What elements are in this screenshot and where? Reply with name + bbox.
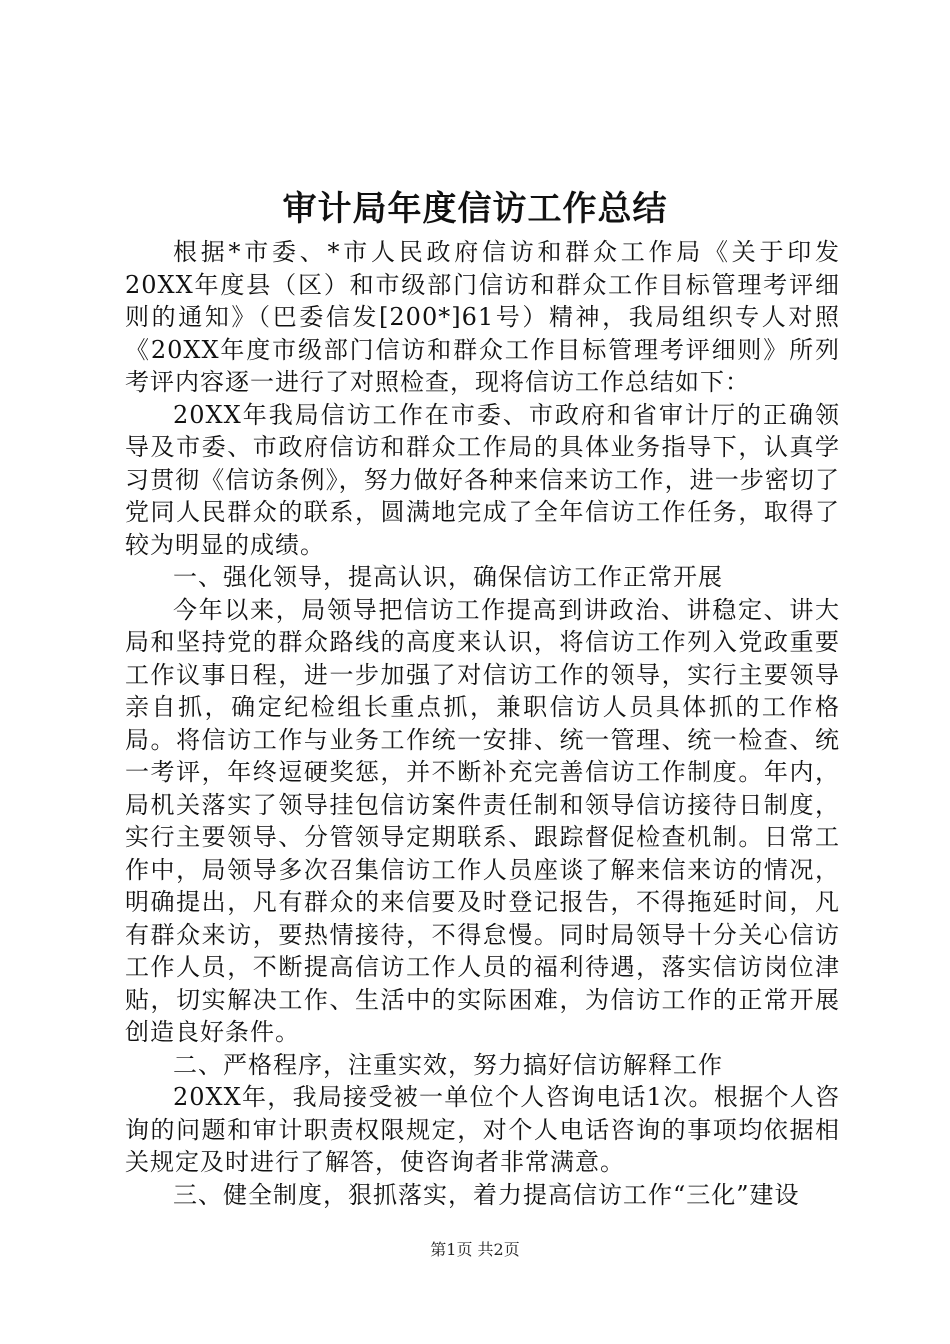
section-heading-2: 二、严格程序，注重实效，努力搞好信访解释工作 — [173, 1050, 723, 1079]
document-body — [125, 236, 840, 1211]
paragraph-section-2: 20XX年，我局接受被一单位个人咨询电话1次。根据个人咨询的问题和审计职责权限规定，对个人电话咨询的事项均依据相关规定及时进行了解答，使咨询者非常满意。 — [125, 1083, 840, 1176]
page-footer: 第1页 共2页 — [430, 1240, 520, 1259]
section-heading-1: 一、强化领导，提高认识，确保信访工作正常开展 — [173, 563, 723, 591]
paragraph-intro: 根据*市委、*市人民政府信访和群众工作局《关于印发20XX年度县（区）和市级部门信访和群众工作目标管理考评细则的通知》（巴委信发[200*]61号）精神，我局组织专人对照《20XX年度市级部门信访和群众工作目标管理考评细则》所列考评内容逐一进行了对照检查，现将信访工作总结如下： — [125, 238, 840, 396]
paragraph-section-1: 今年以来，局领导把信访工作提高到讲政治、讲稳定、讲大局和坚持党的群众路线的高度来认识，将信访工作列入党政重要工作议事日程，进一步加强了对信访工作的领导，实行主要领导亲自抓，确定纪检组长重点抓，兼职信访人员具体抓的工作格局。将信访工作与业务工作统一安排、统一管理、统一检查、统一考评，年终逗硬奖惩，并不断补充完善信访工作制度。年内，局机关落实了领导挂包信访案件责任制和领导信访接待日制度，实行主要领导、分管领导定期联系、跟踪督促检查机制。日常工作中，局领导多次召集信访工作人员座谈了解来信来访的情况，明确提出，凡有群众的来信要及时登记报告，不得拖延时间，凡有群众来访，要热情接待，不得怠慢。同时局领导十分关心信访工作人员，不断提高信访工作人员的福利待遇，落实信访岗位津贴，切实解决工作、生活中的实际困难，为信访工作的正常开展创造良好条件。 — [125, 595, 840, 1046]
paragraph-summary: 20XX年我局信访工作在市委、市政府和省审计厅的正确领导及市委、市政府信访和群众工作局的具体业务指导下，认真学习贯彻《信访条例》，努力做好各种来信来访工作，进一步密切了党同人民群众的联系，圆满地完成了全年信访工作任务，取得了较为明显的成绩。 — [125, 400, 840, 559]
document-title: 审计局年度信访工作总结 — [282, 189, 668, 229]
section-heading-3: 三、健全制度，狠抓落实，着力提高信访工作“三化”建设 — [173, 1180, 800, 1209]
